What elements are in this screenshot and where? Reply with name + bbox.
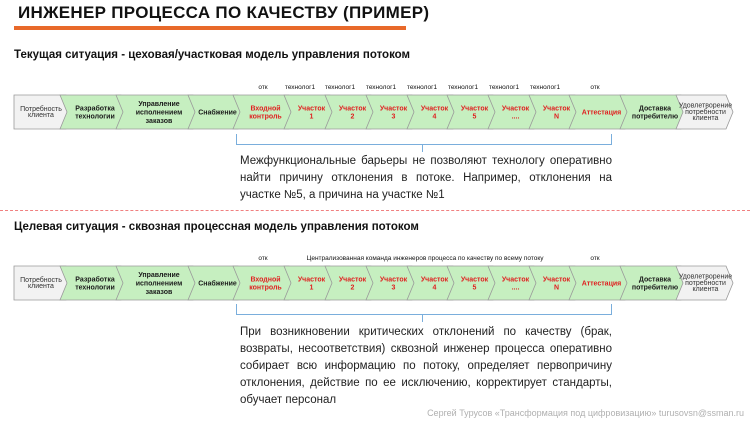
process-step-label: заказов xyxy=(145,117,173,125)
process-step-label: 4 xyxy=(432,284,437,292)
process-step-label: контроль xyxy=(249,113,282,121)
process-step-label: клиента xyxy=(28,282,54,290)
role-label-technolog: технолог1 xyxy=(324,84,356,91)
process-step-label: потребителю xyxy=(631,284,679,292)
role-label-central-team: Централизованная команда инженеров процесса по качеству по всему потоку xyxy=(306,255,544,262)
process-step-label: 3 xyxy=(391,113,396,121)
process-step-label: Участок xyxy=(460,276,489,284)
process-step-label: Снабжение xyxy=(198,280,237,288)
process-step-label: Управление xyxy=(138,272,180,280)
process-step-label: Участок xyxy=(501,276,530,284)
role-label-otk-right: отк xyxy=(590,84,600,91)
process-step-label: Участок xyxy=(379,276,408,284)
process-step-label: исполнением xyxy=(135,280,183,288)
process-step-label: Участок xyxy=(542,276,571,284)
process-step-label: потребности xyxy=(685,279,726,287)
process-step-label: 1 xyxy=(309,284,314,292)
process-step-label: заказов xyxy=(145,288,173,296)
process-step-label: N xyxy=(553,113,560,121)
role-label-technolog: технолог1 xyxy=(488,84,520,91)
target-section-title: Целевая ситуация - сквозная процессная модель управления потоком xyxy=(14,221,419,233)
process-step-label: Участок xyxy=(338,276,367,284)
footer-credit: Сергей Турусов «Трансформация под цифровизацию» turusovsn@ssman.ru xyxy=(427,408,744,418)
process-step-label: 4 xyxy=(432,113,437,121)
role-label-technolog: технолог1 xyxy=(447,84,479,91)
process-step-label: Удовлетворение xyxy=(678,273,733,281)
process-step-label: Участок xyxy=(297,276,326,284)
current-description: Межфункциональные барьеры не позволяют технологу оперативно найти причину отклонения в потоке. Например, отклонения на участке №5, а причина на участке №1 xyxy=(240,155,612,201)
process-step-label: технологии xyxy=(75,113,115,121)
process-step-label: Участок xyxy=(379,105,408,113)
process-step-label: Снабжение xyxy=(198,109,237,117)
process-step-label: Разработка xyxy=(75,276,115,284)
target-description: При возникновении критических отклонений по качеству (брак, возвраты, несоответствия) сквозной инженер процесса оперативно собирает всю информацию по потоку, определяет первопричину отклонения, действие по ее исключению, корректирует стандарты, обучает персонал xyxy=(240,326,612,406)
process-step-label: клиента xyxy=(692,115,719,123)
process-step-label: .... xyxy=(511,113,520,121)
process-step-label: Участок xyxy=(501,105,530,113)
process-step-label: N xyxy=(553,284,560,292)
process-step-label: Входной xyxy=(250,276,281,284)
process-step-label: Доставка xyxy=(638,105,672,113)
process-step-label: Разработка xyxy=(75,105,115,113)
process-step-label: Входной xyxy=(250,105,281,113)
process-step-label: Участок xyxy=(542,105,571,113)
role-label-technolog: технолог1 xyxy=(406,84,438,91)
process-step-label: клиента xyxy=(28,111,54,119)
process-step-label: Аттестация xyxy=(581,280,622,288)
process-step-label: Потребность xyxy=(20,276,62,284)
process-step-label: Управление xyxy=(138,101,180,109)
process-step-label: потребности xyxy=(685,108,726,116)
process-step-label: потребителю xyxy=(631,113,679,121)
process-step-label: Участок xyxy=(420,105,449,113)
role-label-technolog: технолог1 xyxy=(529,84,561,91)
process-step-label: технологии xyxy=(75,284,115,292)
process-step-label: Участок xyxy=(460,105,489,113)
role-label-technolog: технолог1 xyxy=(365,84,397,91)
process-step-label: Участок xyxy=(338,105,367,113)
process-step-удовлетворение-потребности-клиента xyxy=(676,266,733,300)
process-step-label: 2 xyxy=(350,284,355,292)
process-step-label: Участок xyxy=(420,276,449,284)
role-label-otk-right: отк xyxy=(590,255,600,262)
process-step-управление-исполнением-заказов xyxy=(116,266,200,300)
role-label-otk-left: отк xyxy=(258,255,268,262)
process-step-label: Потребность xyxy=(20,105,62,113)
process-step-label: 5 xyxy=(472,284,477,292)
role-label-otk-left: отк xyxy=(258,84,268,91)
process-step-label: Участок xyxy=(297,105,326,113)
page-title: ИНЖЕНЕР ПРОЦЕССА ПО КАЧЕСТВУ (ПРИМЕР) xyxy=(18,3,430,22)
process-step-label: 3 xyxy=(391,284,396,292)
role-label-technolog: технолог1 xyxy=(284,84,316,91)
process-step-label: .... xyxy=(511,284,520,292)
process-step-label: исполнением xyxy=(135,109,183,117)
process-step-label: клиента xyxy=(692,286,719,294)
target-bracket xyxy=(236,304,612,315)
process-step-label: контроль xyxy=(249,284,282,292)
current-section-title: Текущая ситуация - цеховая/участковая модель управления потоком xyxy=(14,49,411,61)
process-step-label: 5 xyxy=(472,113,477,121)
process-step-label: Удовлетворение xyxy=(678,102,733,110)
process-step-label: 2 xyxy=(350,113,355,121)
process-step-label: Доставка xyxy=(638,276,672,284)
target-bracket-tick xyxy=(422,314,423,322)
process-step-label: Аттестация xyxy=(581,109,622,117)
process-step-label: 1 xyxy=(309,113,314,121)
